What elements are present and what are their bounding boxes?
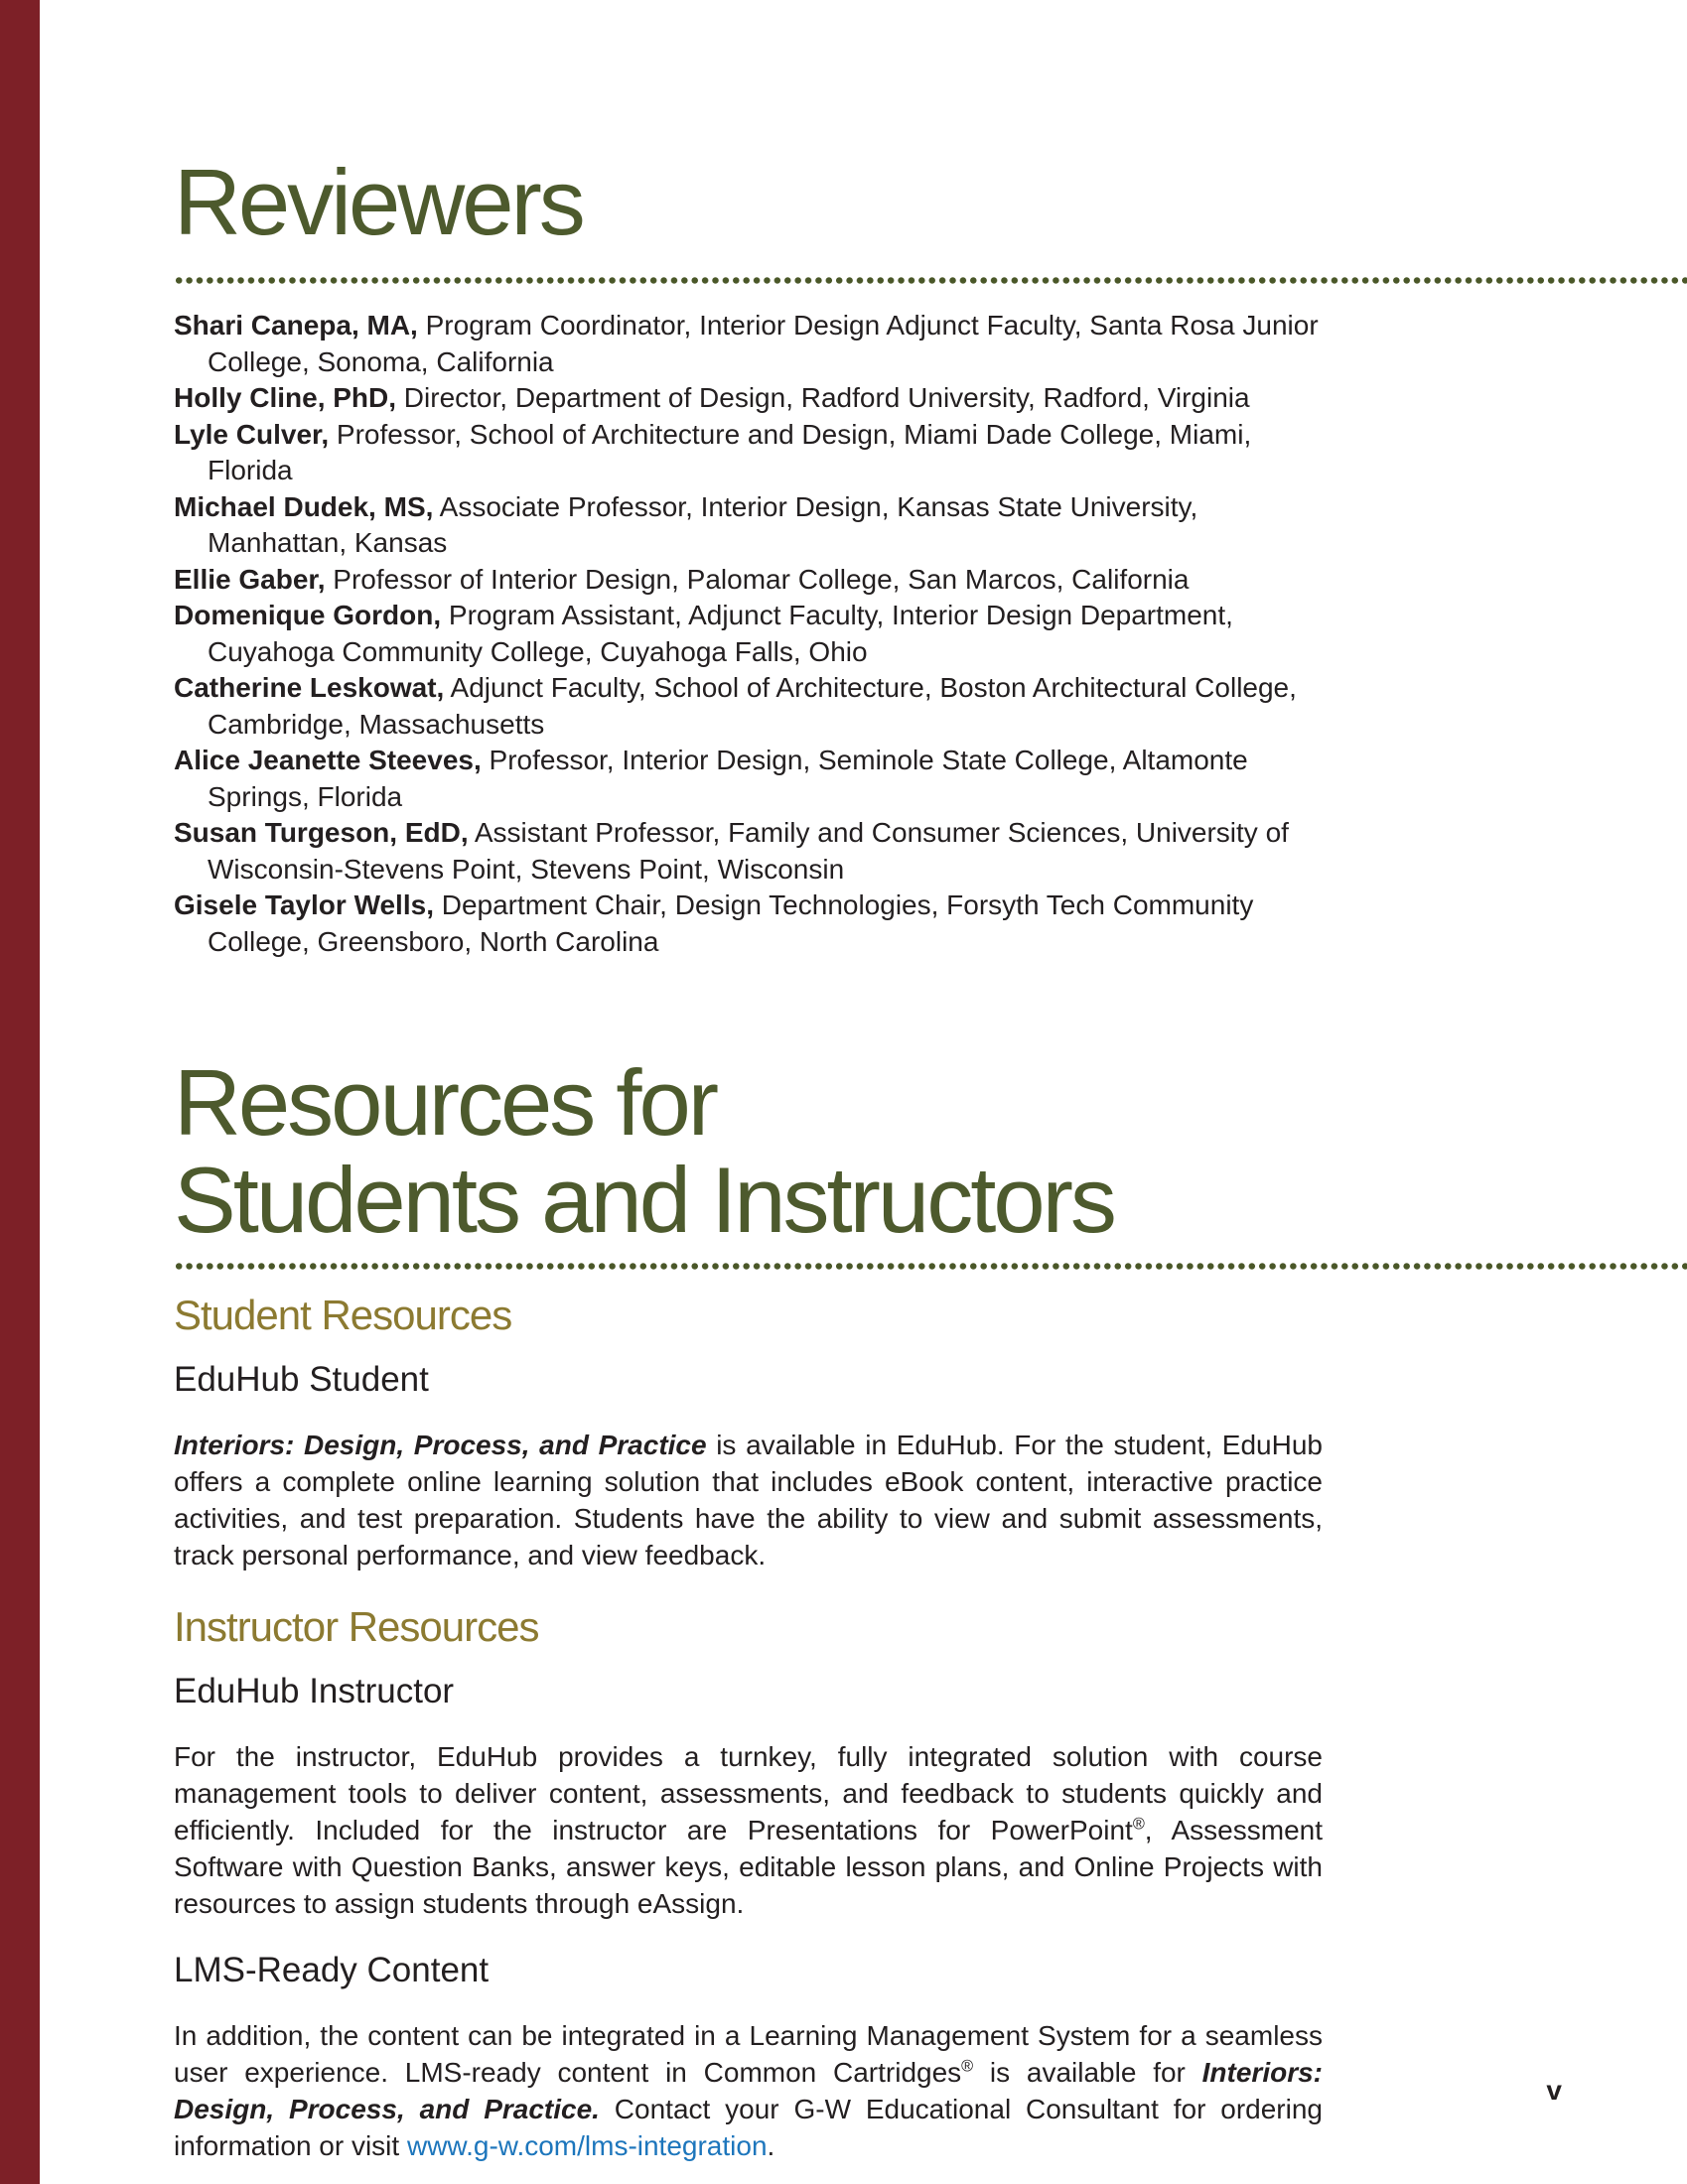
left-edge-accent-bar <box>0 0 40 2184</box>
reviewer-description: Assistant Professor, Family and Consumer Sciences, University of Wisconsin-Stevens Point, Stevens Point, Wisconsin <box>208 817 1289 885</box>
reviewer-name: Susan Turgeson, EdD, <box>174 817 469 848</box>
reviewer-name: Shari Canepa, MA, <box>174 310 418 341</box>
resources-title <box>174 1050 1687 1252</box>
reviewer-entry <box>174 562 1326 599</box>
reviewer-entry <box>174 670 1326 743</box>
text-segment: . <box>767 2130 775 2161</box>
registered-trademark-symbol: ® <box>1132 1815 1145 1834</box>
reviewer-description: Director, Department of Design, Radford University, Radford, Virginia <box>396 382 1250 413</box>
reviewer-entry <box>174 815 1326 887</box>
lms-ready-content-paragraph <box>174 2017 1323 2164</box>
resources-title-line2: Students and Instructors <box>174 1148 1114 1252</box>
instructor-resources-heading: Instructor Resources <box>174 1603 539 1650</box>
reviewer-entry <box>174 417 1326 489</box>
reviewer-entry <box>174 887 1326 960</box>
text-segment: , Assessment Software with Question Banks, answer keys, editable lesson plans, and Online Projects with resources to assign students through eAssign. <box>174 1815 1323 1919</box>
reviewer-description: Professor, School of Architecture and Design, Miami Dade College, Miami, Florida <box>208 418 1252 485</box>
text-segment: For the instructor, EduHub provides a turnkey, fully integrated solution with course management tools to deliver content, assessments, and feedback to students quickly and efficiently. Included for the instructor are Presentations for PowerPoint <box>174 1741 1323 1845</box>
reviewer-description: Professor, Interior Design, Seminole State College, Altamonte Springs, Florida <box>208 745 1248 812</box>
reviewer-name: Gisele Taylor Wells, <box>174 889 434 920</box>
reviewer-description: Program Assistant, Adjunct Faculty, Interior Design Department, Cuyahoga Community College, Cuyahoga Falls, Ohio <box>208 600 1233 667</box>
reviewer-name: Michael Dudek, MS, <box>174 490 434 522</box>
text-segment: Contact your G-W Educational Consultant for ordering information or visit <box>174 2094 1323 2161</box>
reviewer-description: Associate Professor, Interior Design, Kansas State University, Manhattan, Kansas <box>208 490 1198 558</box>
reviewer-name: Ellie Gaber, <box>174 563 326 595</box>
reviewers-title: Reviewers <box>174 150 583 254</box>
instructor-resources-paragraph <box>174 1738 1323 1922</box>
reviewer-entry <box>174 380 1326 417</box>
dotted-rule <box>174 1263 1687 1270</box>
registered-trademark-symbol: ® <box>961 2057 974 2076</box>
reviewer-entry <box>174 598 1326 670</box>
reviewer-description: Department Chair, Design Technologies, Forsyth Tech Community College, Greensboro, North Carolina <box>208 889 1254 957</box>
reviewer-entry <box>174 743 1326 815</box>
reviewer-list <box>174 308 1326 960</box>
eduhub-instructor-heading: EduHub Instructor <box>174 1672 455 1710</box>
reviewer-name: Catherine Leskowat, <box>174 672 445 703</box>
lms-integration-link[interactable]: www.g-w.com/lms-integration <box>406 2130 768 2161</box>
reviewer-name: Holly Cline, PhD, <box>174 382 397 413</box>
text-segment: is available in EduHub. For the student, EduHub offers a complete online learning solution that includes eBook content, interactive practice activities, and test preparation. Students have the ability to view and submit assessments, track personal performance, and view feedback. <box>174 1430 1323 1570</box>
student-resources-paragraph <box>174 1427 1323 1573</box>
page-content <box>174 0 1687 2164</box>
reviewer-name: Lyle Culver, <box>174 418 330 450</box>
reviewer-entry <box>174 308 1326 380</box>
eduhub-student-heading: EduHub Student <box>174 1360 429 1399</box>
lms-ready-content-heading: LMS-Ready Content <box>174 1951 490 1989</box>
text-segment: is available for <box>973 2057 1202 2088</box>
reviewer-description: Professor of Interior Design, Palomar College, San Marcos, California <box>325 563 1190 595</box>
text-segment: Interiors: Design, Process, and Practice <box>174 1430 707 1460</box>
reviewer-entry <box>174 489 1326 562</box>
resources-title-line1: Resources for <box>174 1050 717 1155</box>
reviewer-description: Adjunct Faculty, School of Architecture, Boston Architectural College, Cambridge, Massachusetts <box>208 672 1297 740</box>
dotted-rule <box>174 277 1687 284</box>
reviewer-name: Domenique Gordon, <box>174 600 442 630</box>
student-resources-heading: Student Resources <box>174 1292 512 1338</box>
reviewer-name: Alice Jeanette Steeves, <box>174 745 482 775</box>
text-segment: In addition, the content can be integrated in a Learning Management System for a seamless user experience. LMS-ready content in Common Cartridges <box>174 2020 1323 2088</box>
page-number: v <box>1546 2075 1562 2106</box>
text-segment: Interiors: Design, Process, and Practice. <box>174 2057 1323 2124</box>
reviewer-description: Program Coordinator, Interior Design Adjunct Faculty, Santa Rosa Junior College, Sonoma, California <box>208 310 1319 377</box>
